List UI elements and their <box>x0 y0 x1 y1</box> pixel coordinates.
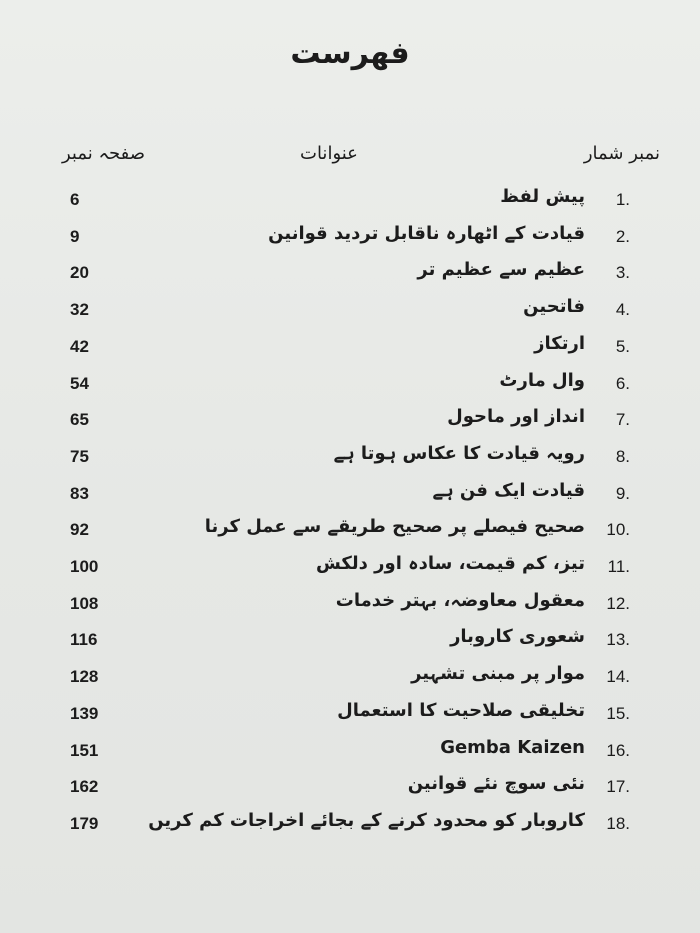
entry-topic: صحیح فیصلے پر صحیح طریقے سے عمل کرنا <box>204 516 585 538</box>
entry-number: 14. <box>606 667 630 687</box>
entry-page-number: 162 <box>70 777 99 797</box>
entry-number: 6. <box>615 373 630 393</box>
toc-entry <box>0 259 700 299</box>
entry-number: 17. <box>606 777 630 797</box>
entry-page-number: 20 <box>70 263 89 283</box>
entry-topic: ارتکاز <box>534 332 585 354</box>
entry-number: 3. <box>615 263 630 283</box>
toc-entry <box>0 626 700 666</box>
entry-page-number: 83 <box>70 483 89 503</box>
entry-topic: کاروبار کو محدود کرنے کے بجائے اخراجات کم کریں <box>148 809 585 831</box>
page-title: فهرست <box>290 36 410 71</box>
entry-page-number: 108 <box>70 593 99 613</box>
entry-page-number: 9 <box>70 226 80 246</box>
toc-entry <box>0 553 700 593</box>
toc-entry <box>0 442 700 483</box>
entry-topic: تخلیقی صلاحیت کا استعمال <box>337 699 585 721</box>
entry-number: 9. <box>615 483 630 503</box>
entry-number: 5. <box>615 336 630 356</box>
entry-number: 8. <box>615 446 630 466</box>
entry-number: 2. <box>615 226 630 246</box>
toc-entry <box>0 809 700 850</box>
entry-topic: انداز اور ماحول <box>447 406 585 428</box>
toc-entry <box>0 332 700 373</box>
entry-topic: قیادت کے اٹھارہ ناقابل تردید قوانین <box>268 222 585 244</box>
entry-number: 10. <box>606 520 630 540</box>
entry-topic: فاتحین <box>523 296 585 318</box>
entry-number: 4. <box>615 300 630 320</box>
number-column-header: نمبر شمار <box>583 143 660 164</box>
entry-topic: معقول معاوضہ، بہتر خدمات <box>335 589 585 611</box>
entry-topic: قیادت ایک فن ہے <box>432 479 585 501</box>
entry-page-number: 139 <box>70 703 99 723</box>
entry-number: 16. <box>606 740 630 760</box>
entry-page-number: 179 <box>70 813 99 833</box>
toc-entry <box>0 699 700 740</box>
entry-number: 7. <box>615 410 630 430</box>
toc-entry <box>0 736 700 777</box>
entry-number: 12. <box>606 593 630 613</box>
entry-page-number: 42 <box>70 336 89 356</box>
entry-page-number: 54 <box>70 373 89 393</box>
toc-entry <box>0 479 700 520</box>
topics-column-header: عنوانات <box>300 143 358 164</box>
entry-page-number: 151 <box>70 740 99 760</box>
entry-topic: موار پر مبنی تشہیر <box>411 663 585 685</box>
entry-number: 13. <box>606 630 630 650</box>
entry-topic: پیش لفظ <box>500 186 585 207</box>
toc-entry <box>0 406 700 446</box>
toc-entry <box>0 296 700 336</box>
entry-page-number: 65 <box>70 410 89 430</box>
entry-topic: تیز، کم قیمت، سادہ اور دلکش <box>315 553 585 574</box>
toc-entry <box>0 369 700 410</box>
entry-page-number: 6 <box>70 190 80 209</box>
entry-topic: عظیم سے عظیم تر <box>417 259 585 281</box>
entry-topic: نئی سوچ نئے قوانین <box>407 773 585 795</box>
toc-entry <box>0 186 700 226</box>
entry-topic: شعوری کاروبار <box>450 626 585 648</box>
entry-number: 1. <box>615 190 630 209</box>
entry-page-number: 100 <box>70 557 99 576</box>
toc-entry <box>0 663 700 703</box>
page-column-header: صفحہ نمبر <box>62 143 146 164</box>
entry-topic: رویہ قیادت کا عکاس ہوتا ہے <box>333 442 585 464</box>
toc-entry <box>0 222 700 263</box>
entry-topic: Gemba Kaizen <box>440 736 585 758</box>
entry-page-number: 128 <box>70 667 99 687</box>
toc-entry <box>0 589 700 630</box>
entry-page-number: 92 <box>70 520 89 540</box>
toc-entry <box>0 516 700 556</box>
toc-entry <box>0 773 700 813</box>
entry-number: 15. <box>606 703 630 723</box>
entry-page-number: 32 <box>70 300 89 320</box>
entry-page-number: 116 <box>70 630 98 650</box>
entry-number: 11. <box>607 557 630 576</box>
entry-number: 18. <box>606 813 630 833</box>
entry-topic: وال مارٹ <box>499 369 585 391</box>
entry-page-number: 75 <box>70 446 89 466</box>
